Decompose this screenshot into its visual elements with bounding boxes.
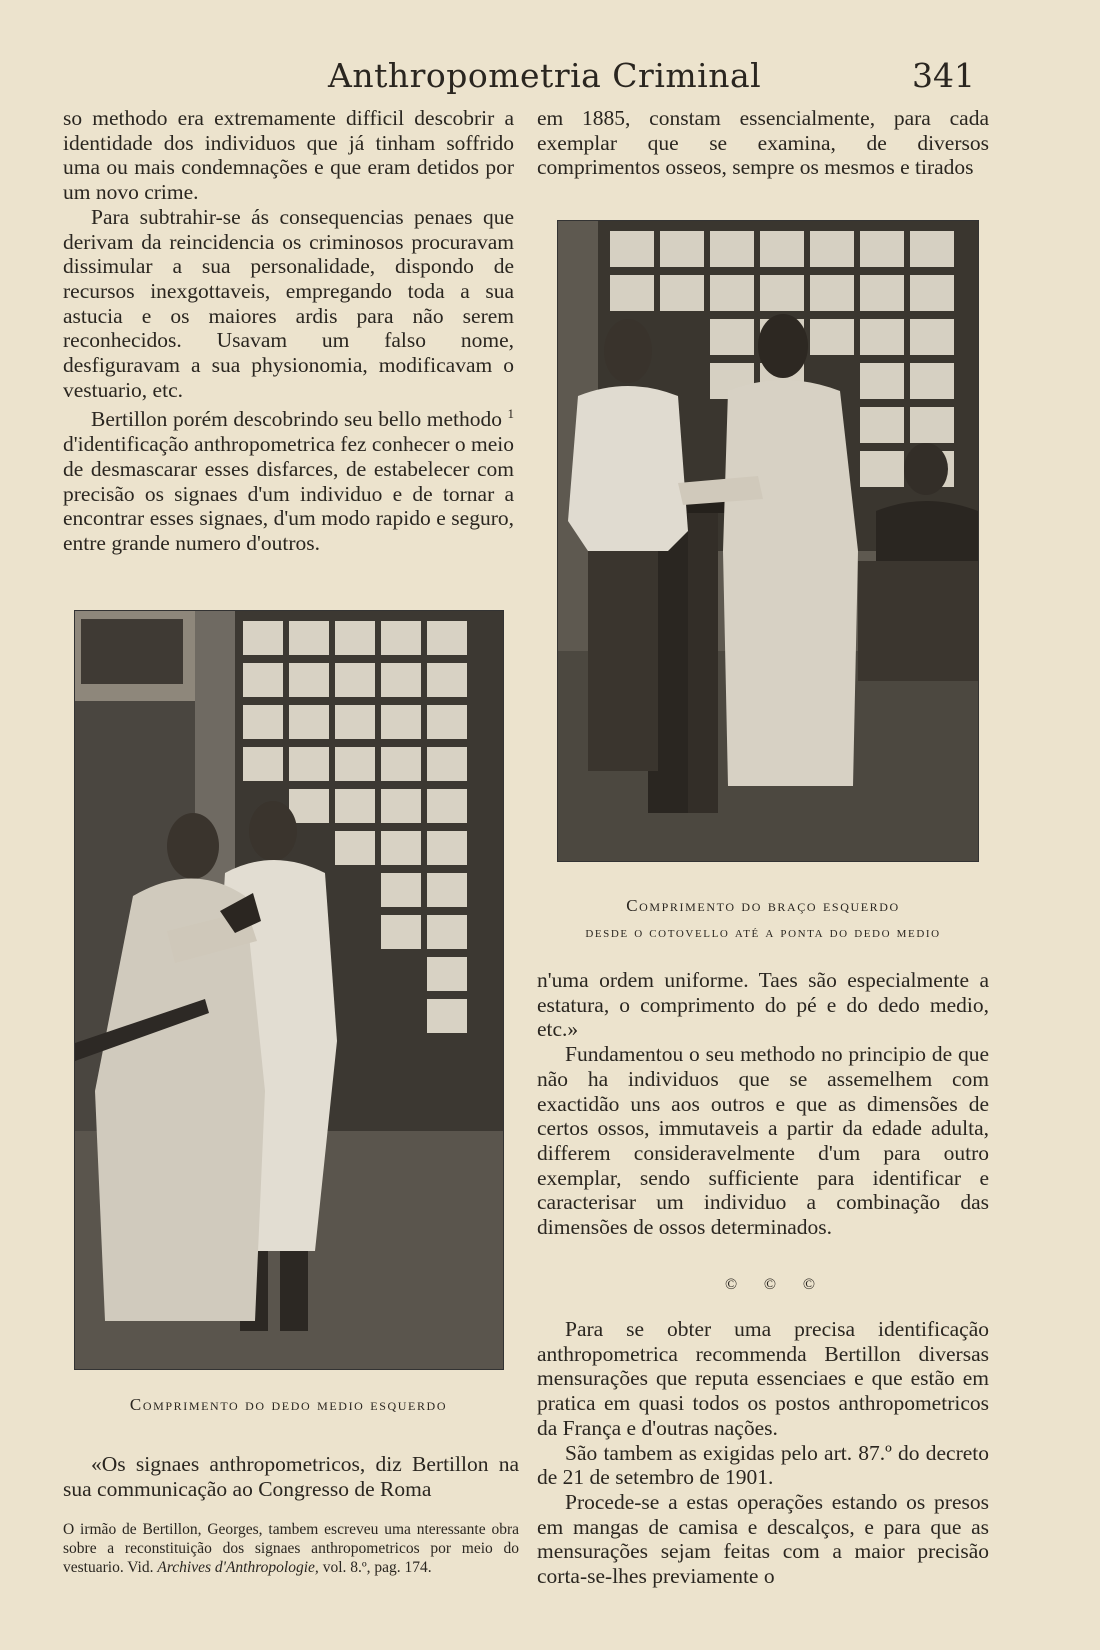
figure-caption-right [537,892,989,946]
section-ornament [725,1276,815,1294]
right-column-middle-text [537,968,989,1240]
page-number: 341 [912,56,975,95]
photo-forearm-measurement [557,220,979,862]
paragraph: Para se obter uma precisa identificação anthropometrica recommenda Bertillon diversas mensurações que reputa essenciaes e que estão em pratica em quasi todos os postos anthropometricos da França e d'outras nações. [537,1317,989,1440]
paragraph: n'uma ordem uniforme. Taes são especialmente a estatura, o comprimento do pé e do dedo medio, etc.» [537,968,989,1042]
text-fragment: d'identificação anthropometrica fez conhecer o meio de desmascarar esses disfarces, de estabelecer com precisão os signaes d'um individuo e de tornar a encontrar esses signaes, d'um modo rapido e seguro, entre grande numero d'outros. [63,432,514,556]
photo-illustration [558,221,978,861]
ornament-glyph: © [802,1276,815,1293]
right-column-top-text [537,106,989,180]
paragraph: so methodo era extremamente difficil descobrir a identidade dos individuos que já tinham soffrido uma ou mais condemnações e que eram detidos por um novo crime. [63,106,514,205]
text-fragment: Bertillon porém descobrindo seu bello methodo [91,407,502,432]
paragraph: «Os signaes anthropometricos, diz Bertillon na sua communicação ao Congresso de Roma [63,1452,519,1501]
left-column-bottom-text [63,1452,519,1501]
paragraph: São tambem as exigidas pelo art. 87.º do decreto de 21 de setembro de 1901. [537,1440,989,1490]
footnote-text: O irmão de Bertillon, Georges, tambem escreveu uma nteressante obra sobre a reconstituição dos signaes anthropometricos por meio do vestuario. Vid. [63,1521,519,1576]
caption-line: desde o cotovello até a ponta do dedo medio [585,924,941,941]
footnote-reference: vol. 8.º, pag. 174. [322,1559,432,1576]
photo-middle-finger-measurement [74,610,504,1370]
paragraph: em 1885, constam essencialmente, para cada exemplar que se examina, de diversos comprimentos osseos, sempre os mesmos e tirados [537,106,989,180]
footnote-marker[interactable]: 1 [507,406,514,422]
figure-caption-left: Comprimento do dedo medio esquerdo [129,1395,448,1414]
photo-illustration [75,611,503,1369]
left-column-top-text [63,106,514,556]
caption-line: Comprimento do braço esquerdo [626,896,900,915]
ornament-glyph: © [763,1276,777,1293]
right-column-bottom-text [537,1317,989,1589]
footnote [63,1520,519,1577]
paragraph: Para subtrahir-se ás consequencias penaes que derivam da reincidencia os criminosos procuravam dissimular a sua personalidade, dispondo de recursos inexgottaveis, empregando toda a sua astucia e os maiores ardis para não serem reconhecidos. Usavam um falso nome, desfiguravam a sua physionomia, modificavam o vestuario, etc. [63,204,514,402]
footnote-journal: Archives d'Anthropologie, [157,1559,319,1576]
paragraph [63,402,514,555]
paragraph: Procede-se a estas operações estando os presos em mangas de camisa e descalços, e para que as mensurações sejam feitas com a maior precisão corta-se-lhes previamente o [537,1489,989,1589]
paragraph: Fundamentou o seu methodo no principio de que não ha individuos que se assemelhem com exactidão uns aos outros e que as dimensões de certos ossos, immutaveis a partir da edade adulta, differem consideravelmente d'um para outro exemplar, sendo sufficiente para identificar e caracterisar um individuo a combinação das dimensões de ossos determinados. [537,1042,989,1240]
running-title: Anthropometria Criminal [328,56,762,95]
ornament-glyph: © [725,1276,738,1293]
